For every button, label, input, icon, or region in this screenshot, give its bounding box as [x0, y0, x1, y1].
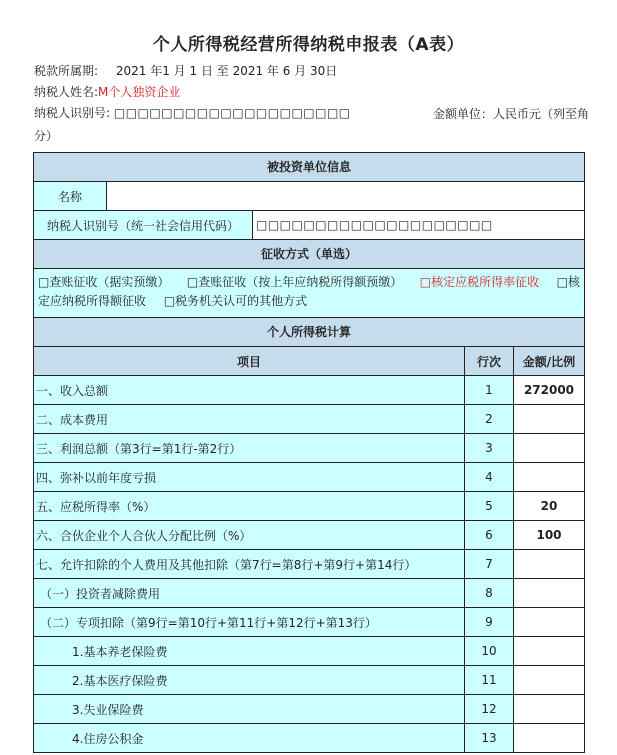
calc-row-item: 2.基本医疗保险费: [34, 666, 465, 694]
taxpayer-name: [34, 84, 180, 100]
col-item-header: 项目: [34, 347, 465, 375]
calc-row: [34, 492, 584, 521]
calc-columns-row: [34, 347, 584, 376]
calc-row-item: （一）投资者减除费用: [34, 579, 465, 607]
tax-period-value: 2021 年1 月 1 日 至 2021 年 6 月 30日: [115, 64, 338, 78]
taxpayer-id-label: 纳税人识别号:: [34, 106, 111, 120]
col-line-header: 行次: [465, 347, 514, 375]
tax-period-label: 税款所属期:: [34, 64, 99, 78]
calc-row-line: 3: [465, 434, 514, 462]
calc-row-amount[interactable]: [514, 434, 584, 462]
investee-name-label: 名称: [34, 182, 107, 210]
option-other-method[interactable]: □税务机关认可的其他方式: [163, 294, 308, 308]
calc-row-amount[interactable]: [514, 463, 584, 491]
investee-name-row: [34, 182, 584, 211]
calc-row-item: （二）专项扣除（第9行=第10行+第11行+第12行+第13行）: [34, 608, 465, 636]
taxpayer-name-label: 纳税人姓名:: [34, 85, 99, 99]
calc-row-line: 2: [465, 405, 514, 433]
calc-row-amount[interactable]: [514, 579, 584, 607]
investee-header: 被投资单位信息: [34, 153, 584, 182]
collection-header: 征收方式（单选）: [34, 240, 584, 269]
calc-row-amount[interactable]: 272000: [514, 376, 584, 404]
calc-row: [34, 579, 584, 608]
option-deemed-rate[interactable]: □核定应税所得率征收: [419, 275, 540, 289]
investee-id-input[interactable]: □□□□□□□□□□□□□□□□□□□□: [253, 211, 584, 239]
calc-row: [34, 724, 584, 753]
calc-row-amount[interactable]: 20: [514, 492, 584, 520]
calc-row-line: 5: [465, 492, 514, 520]
calc-row: [34, 463, 584, 492]
taxpayer-id: [34, 105, 351, 121]
calc-row: [34, 637, 584, 666]
calc-row: [34, 434, 584, 463]
calc-row-amount[interactable]: [514, 637, 584, 665]
calc-row-item: 一、收入总额: [34, 376, 465, 404]
option-prior-year-audit[interactable]: □查账征收（按上年应纳税所得额预缴）: [186, 275, 403, 289]
calc-row-item: 4.住房公积金: [34, 724, 465, 752]
calc-row-line: 12: [465, 695, 514, 723]
tax-period: [34, 63, 337, 79]
calc-row: [34, 376, 584, 405]
calc-row-line: 8: [465, 579, 514, 607]
amount-unit-cont: 分）: [34, 129, 59, 143]
calc-row-line: 7: [465, 550, 514, 578]
calc-row-item: 三、利润总额（第3行=第1行-第2行）: [34, 434, 465, 462]
declaration-form: [33, 152, 585, 753]
option-actual-audit[interactable]: □查账征收（据实预缴）: [38, 275, 170, 289]
taxpayer-id-value: □□□□□□□□□□□□□□□□□□□□: [113, 106, 351, 120]
calc-row-item: 六、合伙企业个人合伙人分配比例（%）: [34, 521, 465, 549]
investee-id-row: [34, 211, 584, 240]
calc-row-line: 11: [465, 666, 514, 694]
taxpayer-name-value: M个人独资企业: [98, 85, 181, 99]
calc-header: 个人所得税计算: [34, 318, 584, 347]
calc-row-line: 6: [465, 521, 514, 549]
calc-row-item: 3.失业保险费: [34, 695, 465, 723]
calc-row: [34, 405, 584, 434]
calc-row-item: 二、成本费用: [34, 405, 465, 433]
calc-row-item: 五、应税所得率（%）: [34, 492, 465, 520]
calc-row-amount[interactable]: [514, 608, 584, 636]
calc-row-item: 七、允许扣除的个人费用及其他扣除（第7行=第8行+第9行+第14行）: [34, 550, 465, 578]
calc-row: [34, 550, 584, 579]
calc-row-line: 4: [465, 463, 514, 491]
option-deemed-income-a[interactable]: □核: [556, 275, 580, 289]
calc-row-amount[interactable]: 100: [514, 521, 584, 549]
calc-row-amount[interactable]: [514, 724, 584, 752]
option-deemed-income-b[interactable]: 定应纳税所得额征收: [38, 294, 147, 308]
calc-row-line: 1: [465, 376, 514, 404]
calc-row-amount[interactable]: [514, 695, 584, 723]
calc-row-item: 四、弥补以前年度亏损: [34, 463, 465, 491]
calc-row-item: 1.基本养老保险费: [34, 637, 465, 665]
calc-row: [34, 521, 584, 550]
calc-row-line: 13: [465, 724, 514, 752]
collection-options: [34, 269, 584, 318]
investee-id-label: 纳税人识别号（统一社会信用代码）: [34, 211, 253, 239]
calc-row-amount[interactable]: [514, 666, 584, 694]
amount-unit: 金额单位：人民币元（列至角: [432, 107, 589, 121]
form-title: 个人所得税经营所得纳税申报表（A表）: [152, 35, 465, 55]
calc-row: [34, 695, 584, 724]
col-amount-header: 金额/比例: [522, 354, 576, 369]
calc-row-amount[interactable]: [514, 405, 584, 433]
calc-row: [34, 608, 584, 637]
calc-row-line: 9: [465, 608, 514, 636]
calc-rows: [34, 376, 584, 753]
investee-name-input[interactable]: [107, 182, 584, 210]
calc-row-amount[interactable]: [514, 550, 584, 578]
calc-row: [34, 666, 584, 695]
calc-row-line: 10: [465, 637, 514, 665]
